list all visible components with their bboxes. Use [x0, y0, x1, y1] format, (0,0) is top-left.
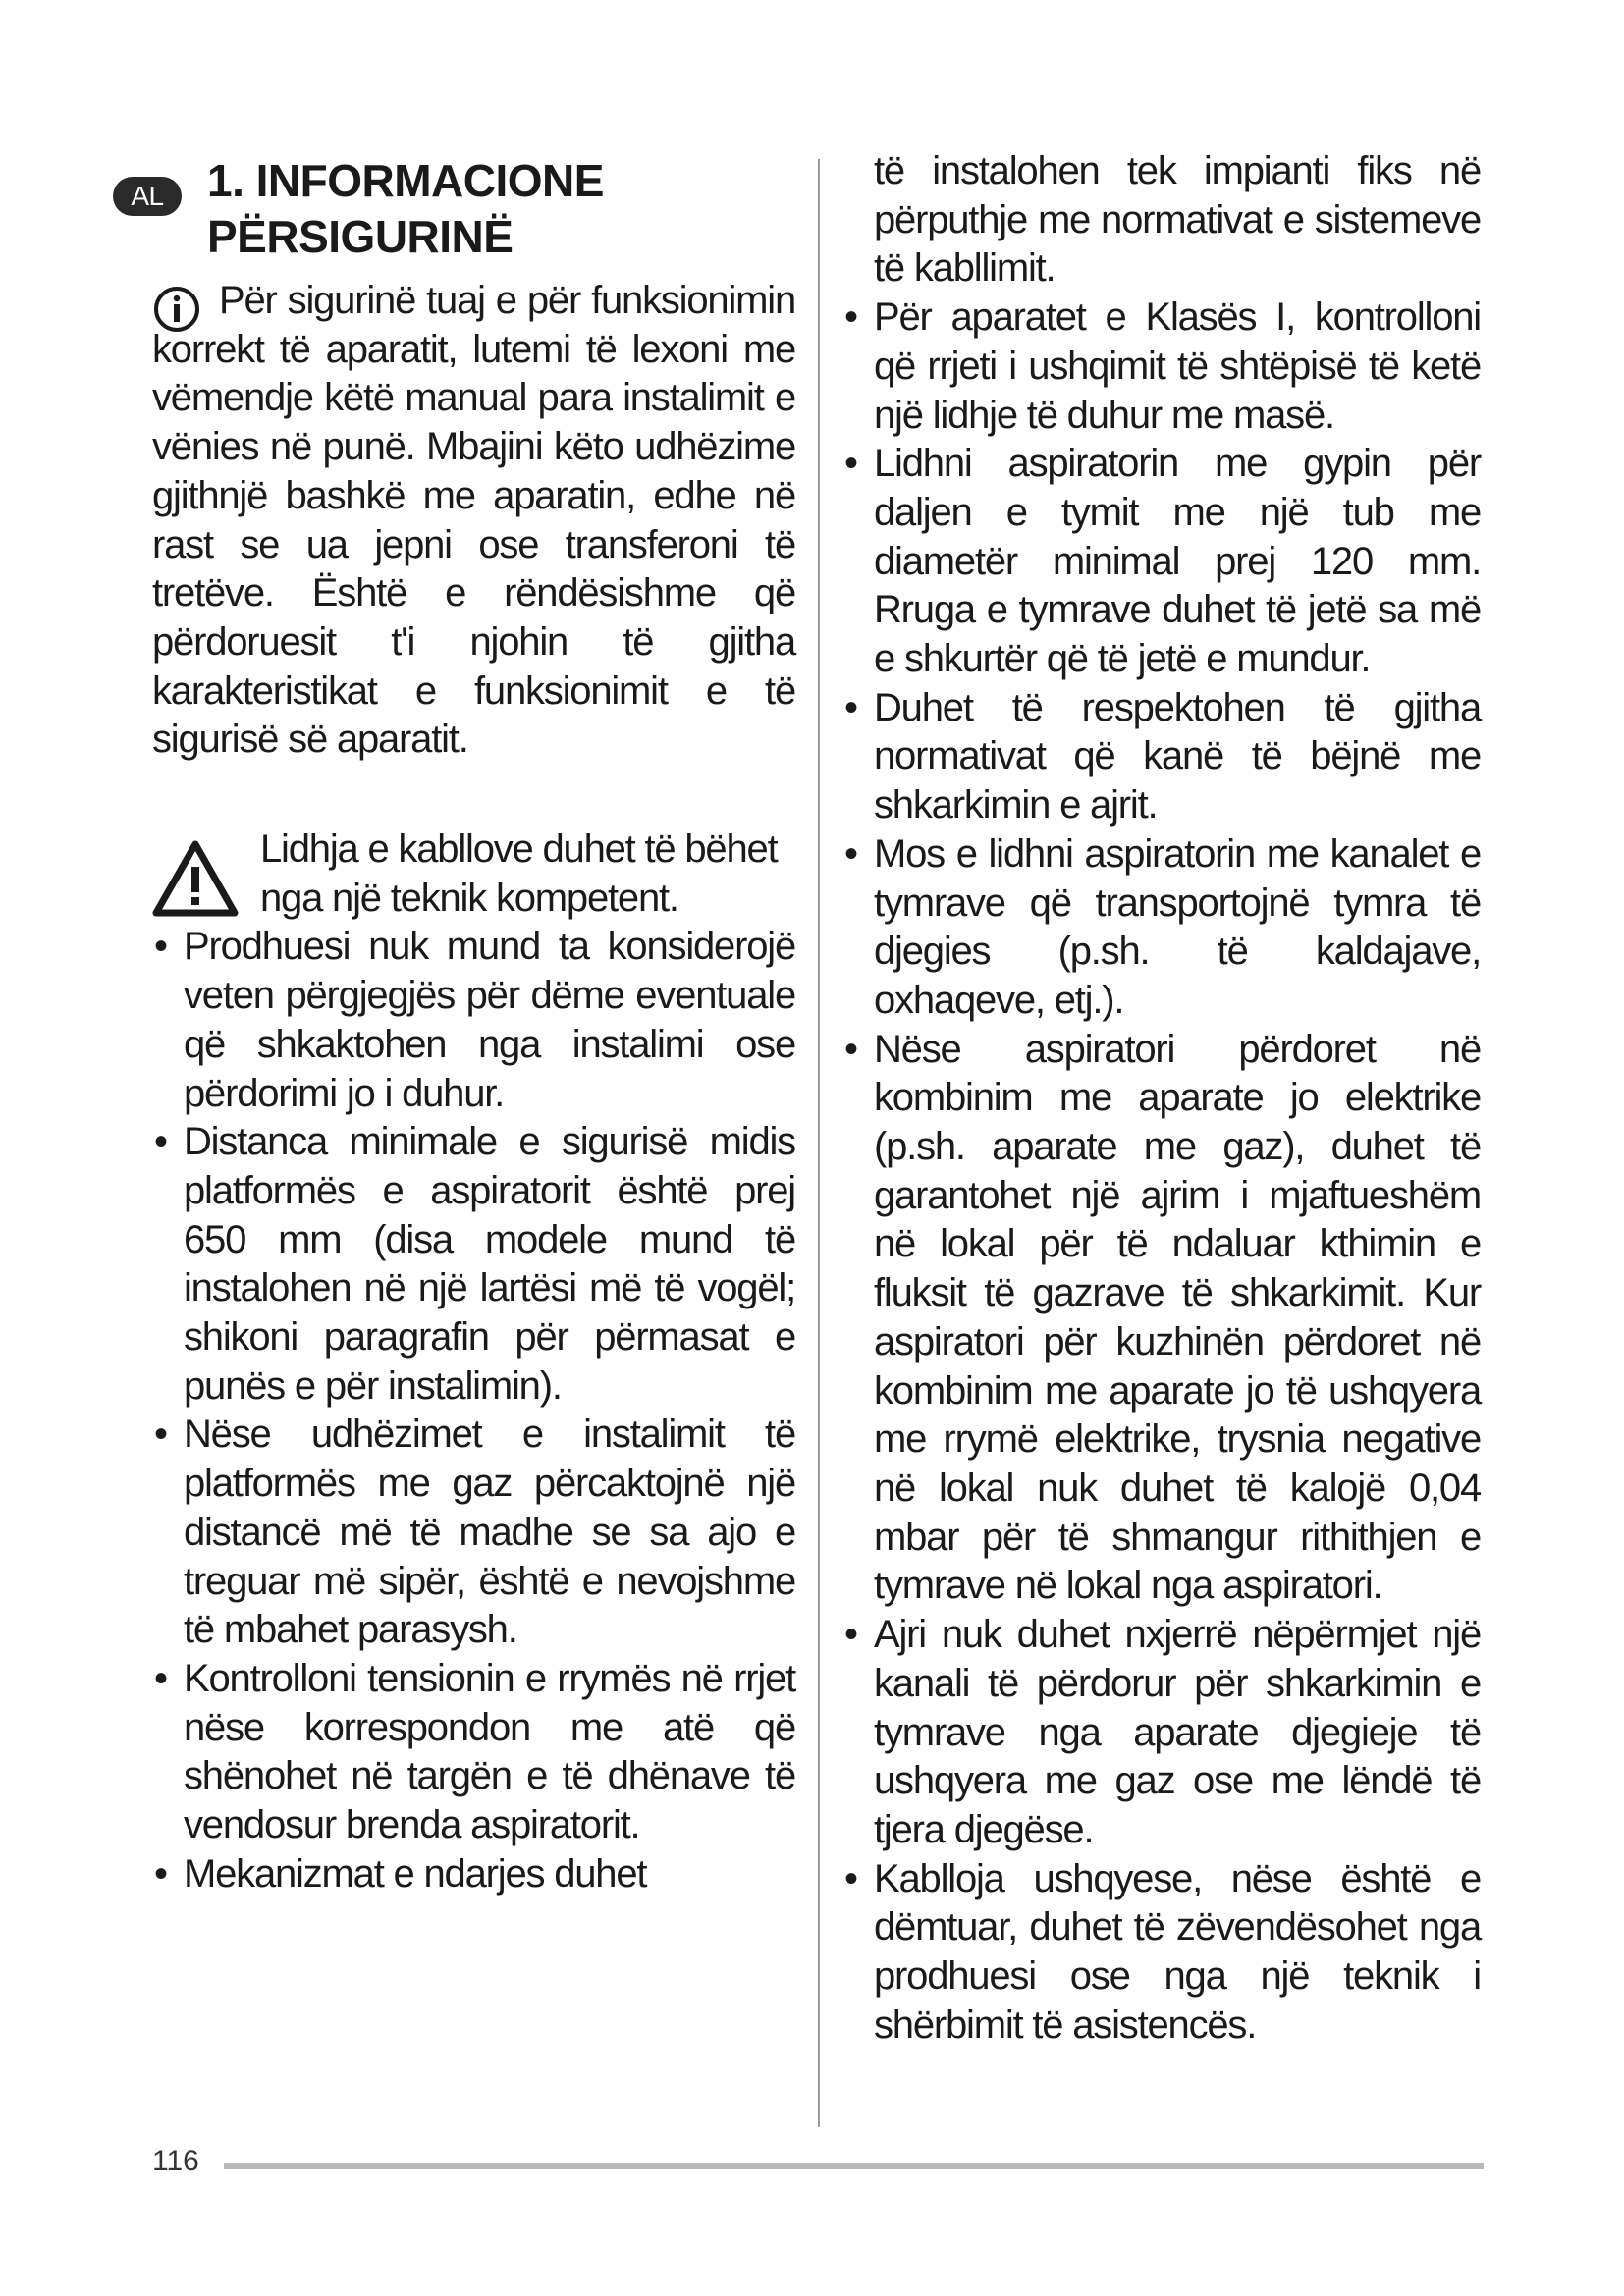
bullet: •: [844, 295, 857, 340]
list-item: • Mekanizmat e ndarjes duhet: [152, 1850, 795, 1899]
list-item: • Prodhuesi nuk mund ta konsiderojë veten përgjegjës për dëme eventuale që shkaktohen nga instalimi ose përdorimi jo i duhur.: [154, 925, 795, 1115]
list-item: • Nëse aspiratori përdoret në kombinim me aparate jo elektrike (p.sh. aparate me gaz), duhet të garantohet një ajrim i mjaftueshëm në lokal për të ndaluar kthimin e fluksit të gazrave të shkarkimit. Kur aspiratori për kuzhinën përdoret në kombinim me aparate jo të ushqyera me rrymë elektrike, trysnia negative në lokal nuk duhet të kalojë 0,04 mbar për të shmangur rithithjen e tymrave në lokal nga aspiratori.: [844, 1027, 1481, 1608]
column-divider: [818, 159, 820, 2127]
right-column: [842, 147, 1481, 2050]
language-badge: AL: [113, 177, 182, 216]
list-item: • Mos e lidhni aspiratorin me kanalet e tymrave që transportojnë tymra të djegies (p.sh. të kaldajave, oxhaqeve, etj.).: [844, 831, 1481, 1022]
left-bullet-list: [152, 923, 795, 1898]
right-bullet-list: [842, 294, 1481, 2050]
info-icon: [152, 285, 201, 334]
heading-line-1: 1. INFORMACIONE: [207, 155, 604, 206]
list-item: • Duhet të respektohen të gjitha normativat që kanë të bëjnë me shkarkimin e ajrit.: [844, 685, 1481, 828]
warning-block: [152, 826, 795, 923]
bullet: •: [844, 685, 857, 729]
bullet: •: [154, 1413, 167, 1457]
heading-line-2: PËRSIGURINË: [207, 211, 514, 262]
page-number: 116: [152, 2145, 199, 2177]
intro-text: Për sigurinë tuaj e për funksionimin korrekt të aparatit, lutemi të lexoni me vëmendje këtë manual para instalimit e vënies në punë. Mbajini këto udhëzime gjithnjë bashkë me aparatin, edhe në rast se ua jepni ose transferoni të tretëve. Është e rëndësishme që përdoruesit t'i njohin të gjitha karakteristikat e funksionimit e të sigurisë së aparatit.: [152, 279, 795, 762]
bullet: •: [844, 442, 857, 486]
list-item: • Ajri nuk duhet nxjerrë nëpërmjet një kanali të përdorur për shkarkimin e tymrave nga aparate djegieje të ushqyera me gaz ose me lëndë të tjera djegëse.: [844, 1613, 1481, 1851]
bullet: •: [154, 1120, 167, 1164]
left-column: [131, 147, 795, 1899]
section-heading: [131, 153, 795, 265]
intro-block: [152, 277, 795, 765]
bullet: •: [844, 1613, 857, 1657]
list-item: • Kablloja ushqyese, nëse është e dëmtuar, duhet të zëvendësohet nga prodhuesi ose nga një teknik i shërbimit të asistencës.: [844, 1856, 1481, 2047]
warning-icon: [152, 839, 239, 918]
list-item: • Distanca minimale e sigurisë midis platformës e aspiratorit është prej 650 mm (disa modele mund të instalohen në një lartësi më të vogël; shikoni paragrafin për përmasat e punës e për instalimin).: [154, 1120, 795, 1408]
list-item: • Lidhni aspiratorin me gypin për daljen e tymit me një tub me diametër minimal prej 120 mm. Rruga e tymrave duhet të jetë sa më e shkurtër që të jetë e mundur.: [844, 442, 1481, 681]
list-item: • Nëse udhëzimet e instalimit të platformës me gaz përcaktojnë një distancë më të madhe se sa ajo e treguar më sipër, është e nevojshme të mbahet parasysh.: [154, 1413, 795, 1652]
bullet: •: [844, 1027, 857, 1071]
bullet: •: [844, 831, 857, 876]
warning-text: Lidhja e kabllove duhet të bëhet nga një teknik kompetent.: [260, 828, 778, 920]
bullet: •: [154, 925, 167, 969]
list-item: • Kontrolloni tensionin e rrymës në rrjet nëse korrespondon me atë që shënohet në targën e të dhënave të vendosur brenda aspiratorit.: [154, 1656, 795, 1847]
footer-rule: [224, 2163, 1484, 2169]
list-item: • Për aparatet e Klasës I, kontrolloni që rrjeti i ushqimit të shtëpisë të ketë një lidhje të duhur me masë.: [844, 295, 1481, 437]
continued-text: të instalohen tek impianti fiks në përputhje me normativat e sistemeve të kabllimit.: [874, 149, 1481, 291]
bullet: •: [154, 1656, 167, 1700]
bullet: •: [154, 1851, 167, 1896]
bullet: •: [844, 1856, 857, 1900]
